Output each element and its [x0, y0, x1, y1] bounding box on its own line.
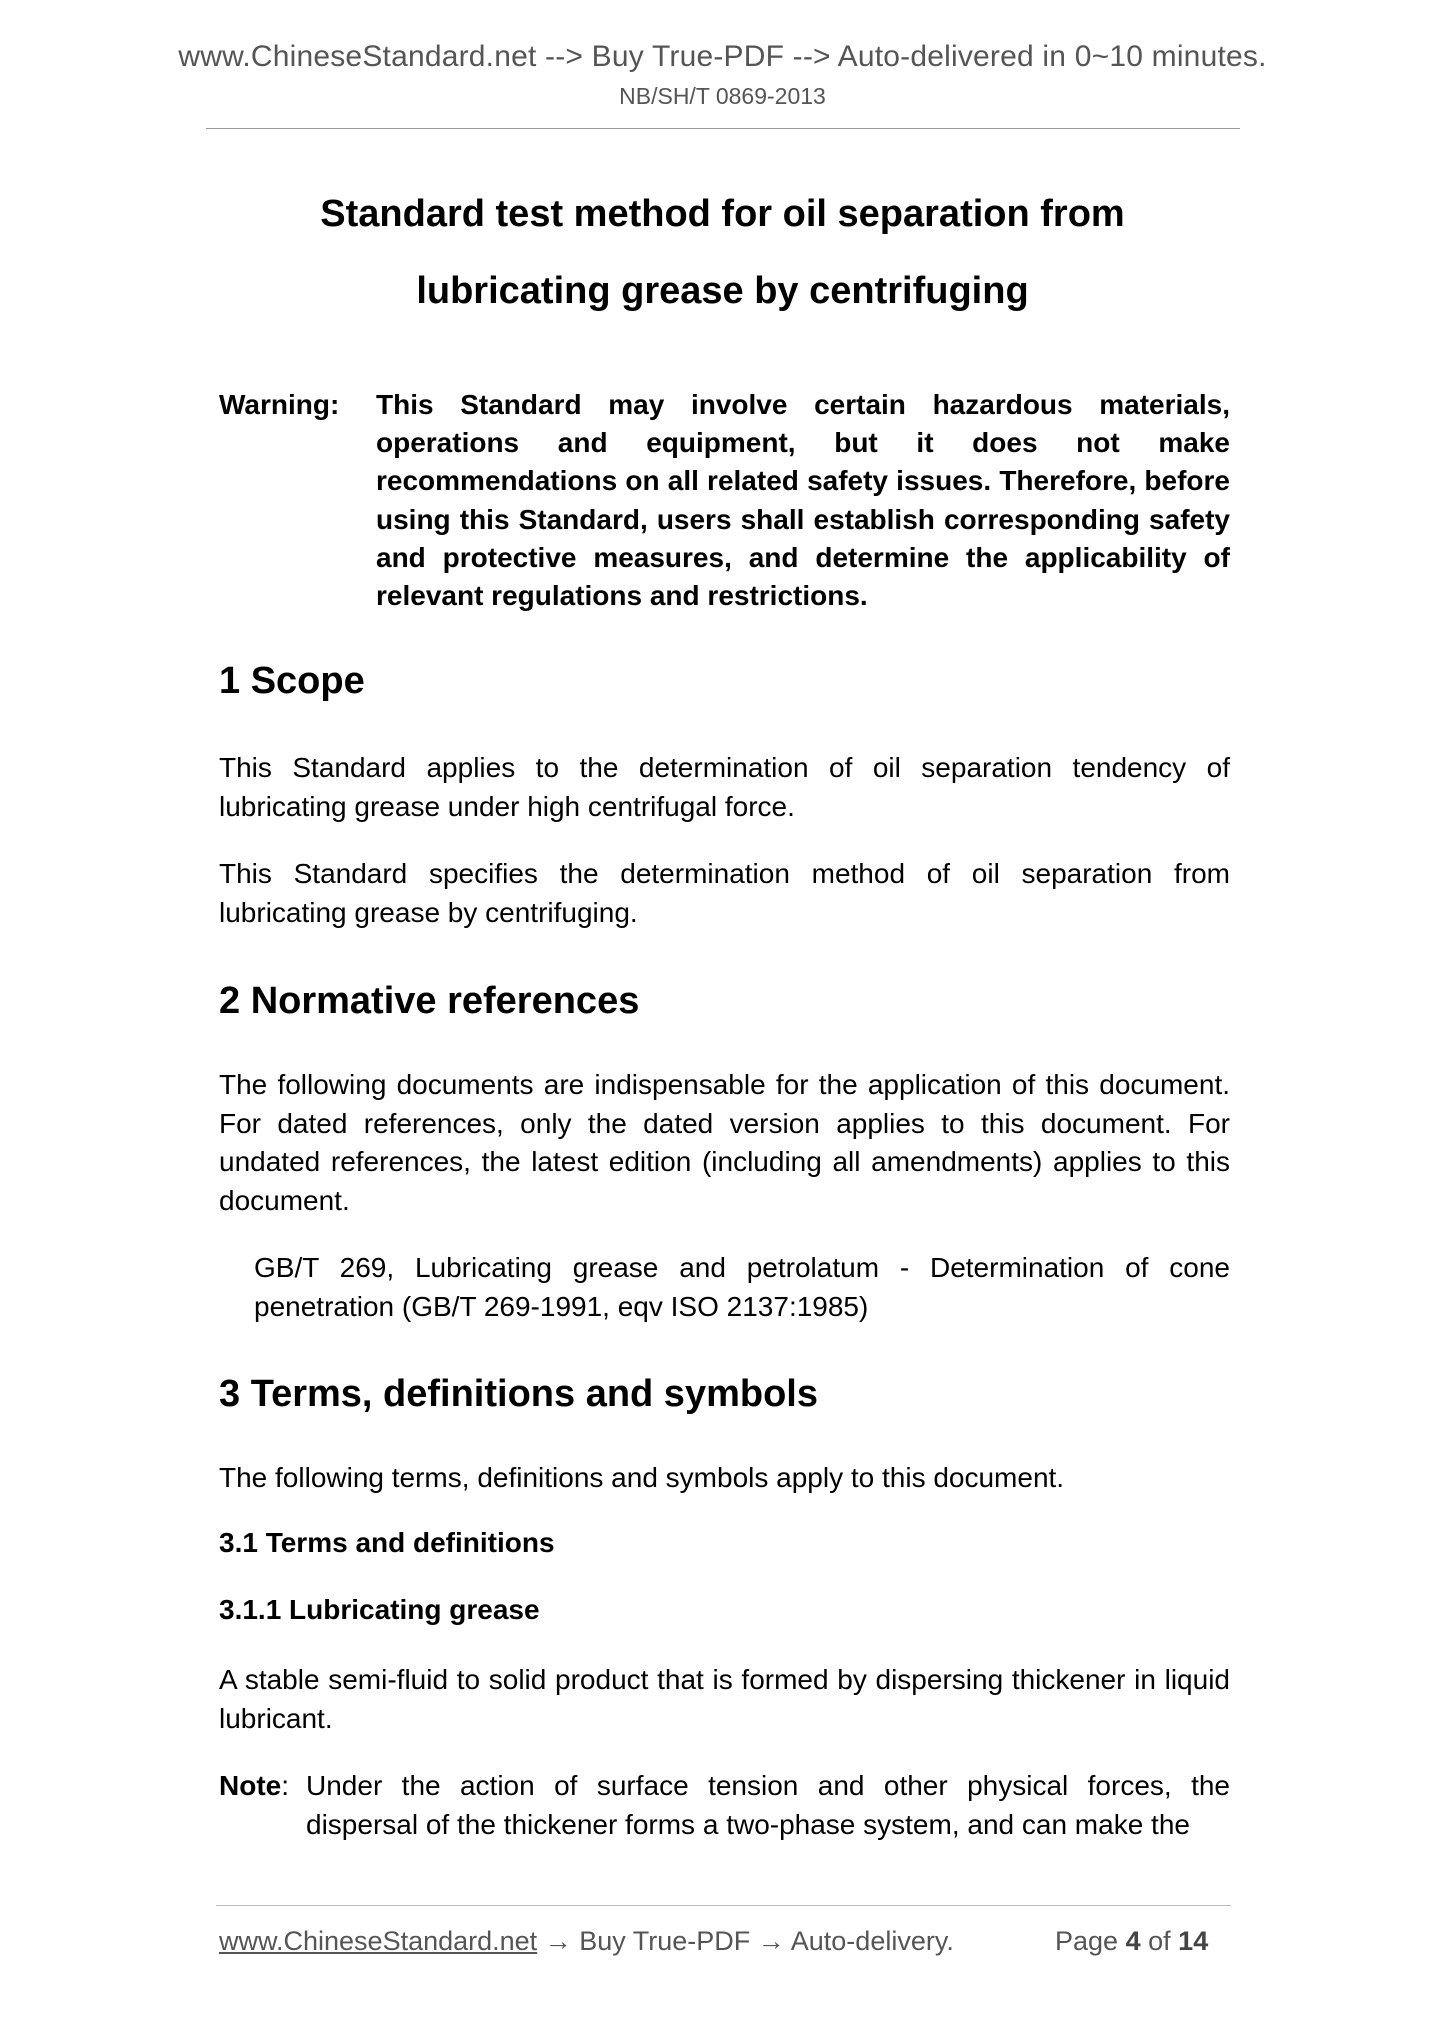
warning-text: This Standard may involve certain hazardous materials, operations and equipment, but it does not make recommendations on all related safety issues. Therefore, before using this Standard, users shall establish corresponding safety and protective measures, and determine the applicability of relevant regulations and restrictions.: [376, 389, 1230, 612]
footer-links: [219, 1926, 954, 1957]
title-line-1: Standard test method for oil separation from: [320, 193, 1125, 235]
normative-reference-item: GB/T 269, Lubricating grease and petrolatum - Determination of cone penetration (GB/T 269-1991, eqv ISO 2137:1985): [254, 1252, 1230, 1322]
warning-label: Warning:: [219, 389, 340, 420]
note-text: Under the action of surface tension and other physical forces, the dispersal of the thickener forms a two-phase system, and can make the: [306, 1770, 1230, 1840]
page-label: Page: [1055, 1926, 1119, 1956]
scope-paragraph-1: This Standard applies to the determination of oil separation tendency of lubricating grease under high centrifugal force.: [219, 752, 1230, 822]
note-label-text: Note: [219, 1770, 282, 1801]
document-title: [0, 176, 1445, 330]
document-code: NB/SH/T 0869-2013: [619, 83, 826, 109]
note-label-colon: :: [281, 1770, 290, 1801]
section-heading-terms: 3 Terms, definitions and symbols: [219, 1373, 818, 1415]
header-divider: [206, 128, 1240, 129]
section-heading-normative-references: 2 Normative references: [219, 980, 640, 1022]
normative-paragraph: The following documents are indispensable for the application of this document. For dated references, only the dated version applies to this document. For undated references, the latest edition (including all amendments) applies to this document.: [219, 1069, 1230, 1216]
title-line-2: lubricating grease by centrifuging: [416, 270, 1029, 312]
note-block: [219, 1767, 1230, 1844]
term-definition: A stable semi-fluid to solid product that is formed by dispersing thickener in liquid lubricant.: [219, 1664, 1230, 1734]
site-banner[interactable]: www.ChineseStandard.net --> Buy True-PDF --> Auto-delivered in 0~10 minutes.: [178, 40, 1267, 73]
subsection-heading-terms-definitions: 3.1 Terms and definitions: [219, 1527, 555, 1558]
terms-paragraph: The following terms, definitions and symbols apply to this document.: [219, 1462, 1065, 1493]
term-heading-lubricating-grease: 3.1.1 Lubricating grease: [219, 1594, 540, 1625]
page-number: 4: [1125, 1926, 1141, 1956]
footer-buy-text: Buy True-PDF: [579, 1926, 751, 1956]
warning-block: [219, 386, 1230, 615]
footer-divider: [216, 1905, 1231, 1906]
of-label: of: [1148, 1926, 1171, 1956]
page-indicator: [1055, 1926, 1208, 1957]
section-heading-scope: 1 Scope: [219, 660, 365, 702]
arrow-right-icon: →: [750, 1926, 791, 1956]
footer-site-link[interactable]: www.ChineseStandard.net: [219, 1926, 538, 1956]
note-label: [219, 1767, 289, 1806]
footer-delivery-text: Auto-delivery.: [790, 1926, 954, 1956]
arrow-right-icon: →: [537, 1926, 580, 1956]
page-total: 14: [1178, 1926, 1209, 1956]
scope-paragraph-2: This Standard specifies the determination method of oil separation from lubricating grease by centrifuging.: [219, 858, 1230, 928]
